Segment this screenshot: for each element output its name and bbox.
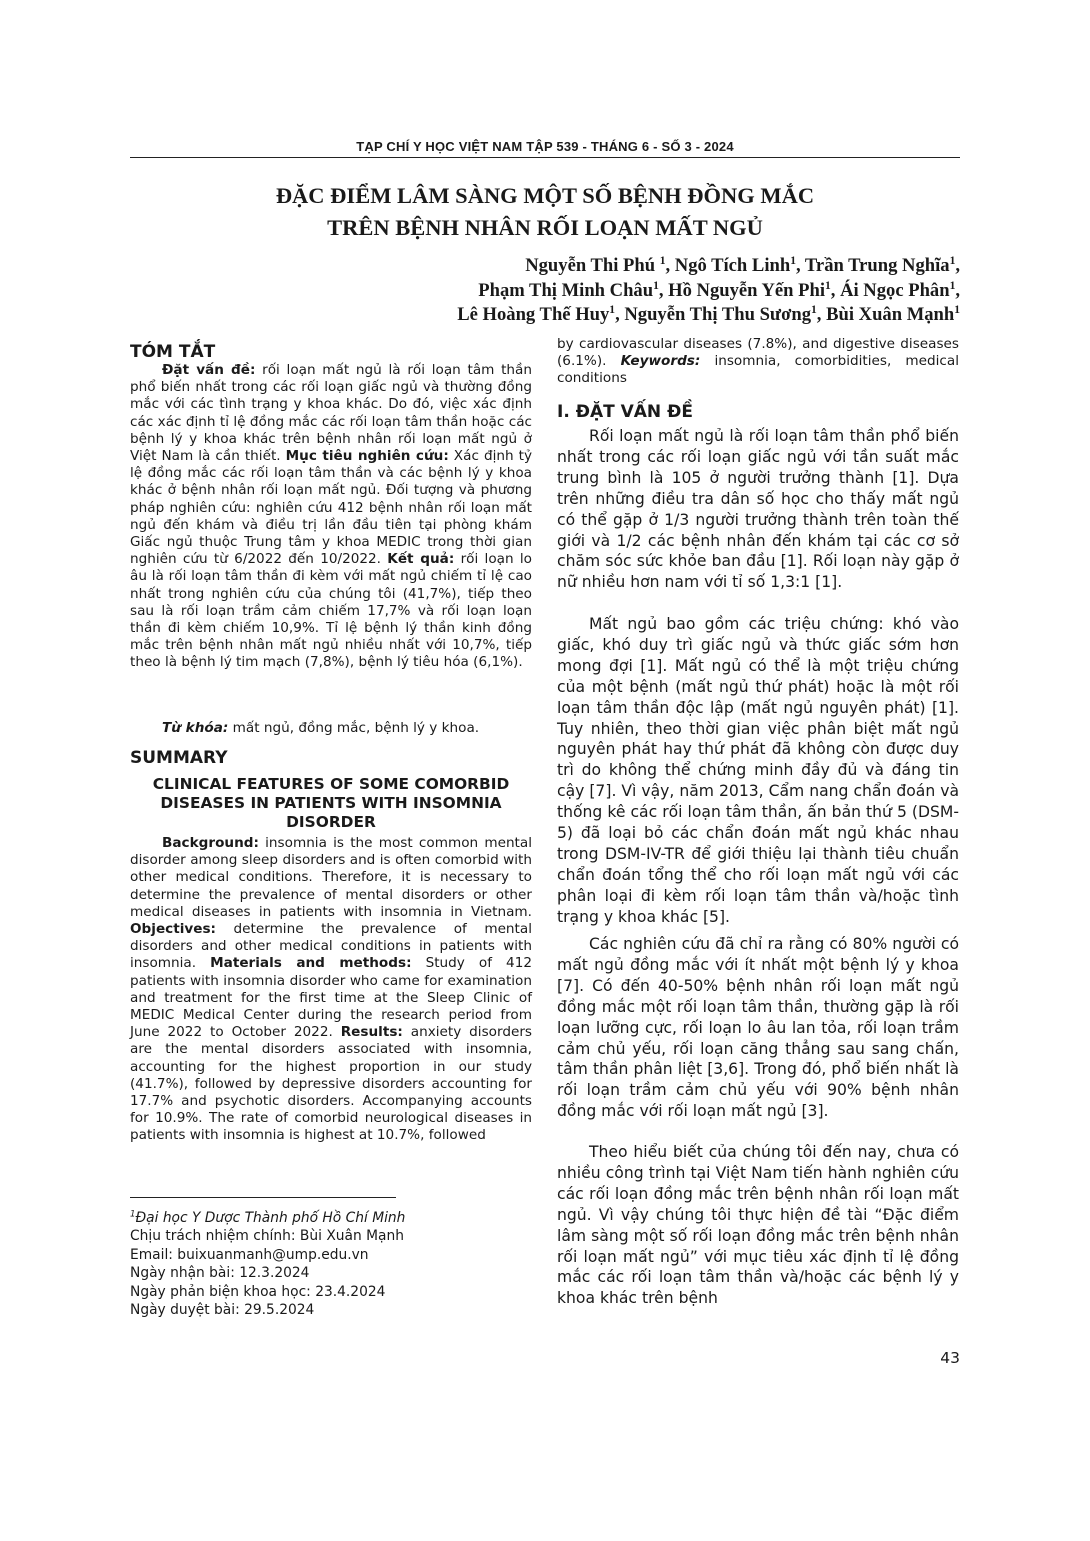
title-line: ĐẶC ĐIỂM LÂM SÀNG MỘT SỐ BỆNH ĐỒNG MẮC — [275, 183, 815, 208]
summary-body: determine the prevalence of mental disorders and other medical conditions in patients with insomnia. — [130, 921, 532, 972]
affiliation-mark: 1 — [790, 254, 796, 267]
summary-body: by cardiovascular diseases (7.8%), and digestive diseases (6.1%). — [557, 336, 959, 370]
author-name: , Ngô Tích Linh — [665, 255, 791, 276]
tom-tat-heading: TÓM TẮT — [130, 342, 216, 362]
author-separator: , — [955, 255, 960, 276]
affiliation-text: Đại học Y Dược Thành phố Hồ Chí Minh — [135, 1210, 406, 1226]
keywords-text: insomnia, comorbidities, medical conditions — [557, 353, 959, 387]
author-name: , Ái Ngọc Phân — [830, 279, 950, 301]
section-1-paragraph: Theo hiểu biết của chúng tôi đến nay, chưa có nhiều công trình tại Việt Nam tiến hành nghiên cứu các rối loạn đồng mắc trên bệnh nhân rối loạn mất ngủ. Vì vậy chúng tôi thực hiện đề tài “Đặc điểm lâm sàng một số rối loạn đồng mắc trên bệnh nhân rối loạn mất ngủ” với mục tiêu xác định tỉ lệ đồng mắc các rối loạn tâm thần và/hoặc các bệnh lý y khoa khác trên bệnh — [557, 1143, 959, 1308]
footnotes — [130, 1209, 532, 1319]
section-1-heading: I. ĐẶT VẤN ĐỀ — [557, 402, 693, 422]
english-title-line: DISEASES IN PATIENTS WITH INSOMNIA — [160, 794, 502, 812]
methods-label: Materials and methods: — [210, 955, 412, 972]
background-label: Background: — [162, 835, 259, 851]
author-name: Nguyễn Thi Phú — [525, 255, 660, 276]
keywords-label: Keywords: — [620, 353, 701, 370]
footnote-reviewed: Ngày phản biện khoa học: 23.4.2024 — [130, 1283, 386, 1300]
footnote-accepted: Ngày duyệt bài: 29.5.2024 — [130, 1302, 315, 1319]
journal-header: TẠP CHÍ Y HỌC VIỆT NAM TẬP 539 - THÁNG 6 - SỐ 3 - 2024 — [356, 139, 734, 154]
summary-body: Study of 412 patients with insomnia disorder who came for examination and treatment for the first time at the Sleep Clinic of MEDIC Medical Center during the research period from June 2022 to October 2022. — [130, 955, 532, 1041]
affiliation-mark: 1 — [949, 254, 956, 267]
author-list — [130, 254, 960, 328]
results-label: Results: — [340, 1024, 403, 1041]
english-title-line: DISORDER — [286, 813, 376, 831]
affiliation-mark: 1 — [130, 1209, 136, 1220]
muc-tieu-label: Mục tiêu nghiên cứu: — [285, 448, 449, 465]
author-name: , Bùi Xuân Mạnh — [816, 304, 955, 325]
tom-tat-text — [130, 362, 532, 672]
author-line — [130, 279, 960, 304]
author-name: , Nguyễn Thị Thu Sương — [615, 304, 812, 325]
tu-khoa-line — [130, 720, 532, 737]
affiliation-mark: 1 — [609, 303, 616, 316]
english-title — [130, 775, 532, 832]
affiliation-mark: 1 — [949, 279, 956, 292]
section-1-paragraph: Các nghiên cứu đã chỉ ra rằng có 80% người có mất ngủ đồng mắc với ít nhất một bệnh lý y khoa [7]. Có đến 40-50% bệnh nhân rối loạn mất ngủ đồng mắc một rối loạn tâm thần, thường gặp là rối loạn lưỡng cực, rối loạn lo âu lan tỏa, rối loạn trầm cảm chủ yếu, rối loạn căng thẳng sau sang chấn, tâm thần phân liệt [3,6]. Trong đó, phổ biến nhất là rối loạn trầm cảm chủ yếu với 90% bệnh nhân đồng mắc với rối loạn mất ngủ [3]. — [557, 935, 959, 1121]
footnote-email: Email: buixuanmanh@ump.edu.vn — [130, 1246, 369, 1263]
footnote-rule — [130, 1197, 396, 1198]
summary-body: anxiety disorders are the mental disorders associated with insomnia, accounting for the highest proportion in our study (41.7%), followed by depressive disorders accounting for 17.7% and psychotic disorders. Accompanying accounts for 10.9%. The rate of comorbid neurological diseases in patients with insomnia is highest at 10.7%, followed — [130, 1024, 532, 1144]
tu-khoa-text: mất ngủ, đồng mắc, bệnh lý y khoa. — [228, 720, 480, 736]
affiliation-mark: 1 — [653, 279, 659, 292]
summary-continued — [557, 336, 959, 388]
footnote-affiliation — [130, 1209, 532, 1227]
section-1-paragraph: Mất ngủ bao gồm các triệu chứng: khó vào giấc, khó duy trì giấc ngủ và thức giấc sớm hơn mong đợi [1]. Mất ngủ có thể là một triệu chứng của một bệnh (mất ngủ thứ phát) hoặc là một rối loạn tâm thần độc lập (mất ngủ nguyên phát) [1]. Tuy nhiên, theo thời gian việc phân biệt mất ngủ nguyên phát hay thứ phát đã không còn được duy trì do không thể chứng minh đầy đủ và đáng tin cậy [7]. Vì vậy, năm 2013, Cẩm nang chẩn đoán và thống kê các rối loạn tâm thần, ấn bản thứ 5 (DSM-5) đã loại bỏ các chẩn đoán mất ngủ khác nhau trong DSM-IV-TR để giới thiệu lại thành tiêu chuẩn chẩn đoán tổng thể cho rối loạn mất ngủ với các phân loại đi kèm rối loạn tâm thần và/hoặc tình trạng y khoa khác [5]. — [557, 615, 959, 926]
author-line — [130, 303, 960, 328]
author-name: Lê Hoàng Thế Huy — [457, 304, 610, 325]
article-title — [130, 180, 960, 244]
ket-qua-label: Kết quả: — [387, 551, 455, 568]
tu-khoa-label: Từ khóa: — [162, 720, 229, 736]
footnote-received: Ngày nhận bài: 12.3.2024 — [130, 1265, 310, 1282]
author-name: , Hồ Nguyễn Yến Phi — [658, 279, 825, 301]
affiliation-mark: 1 — [954, 303, 960, 316]
header-rule — [130, 157, 960, 158]
affiliation-mark: 1 — [825, 279, 831, 292]
english-title-line: CLINICAL FEATURES OF SOME COMORBID — [152, 775, 510, 793]
page-number: 43 — [940, 1349, 960, 1367]
summary-body: insomnia is the most common mental disorder among sleep disorders and is often comorbid with other medical conditions. Therefore, it is necessary to determine the prevalence of mental disorders or other medical diseases in patients with insomnia in Vietnam. — [130, 835, 532, 920]
dat-van-de-label: Đặt vấn đề: — [162, 362, 256, 378]
footnote-responsible: Chịu trách nhiệm chính: Bùi Xuân Mạnh — [130, 1228, 404, 1245]
abstract-text: rối loạn lo âu là rối loạn tâm thần đi kèm với mất ngủ chiếm tỉ lệ cao nhất trong nghiên cứu của chúng tôi (41,7%), tiếp theo sau là rối loạn trầm cảm chiếm 17,7% và rối loạn loạn thần đi kèm chiếm 10,9%. Tỉ lệ bệnh lý thần kinh đồng mắc trên bệnh nhân mất ngủ nhiều nhất với 10,7%, tiếp theo là bệnh lý tim mạch (7,8%), bệnh lý tiêu hóa (6,1%). — [130, 551, 532, 671]
author-line — [130, 254, 960, 279]
author-name: , Trần Trung Nghĩa — [795, 255, 950, 276]
section-1-paragraph: Rối loạn mất ngủ là rối loạn tâm thần phổ biến nhất trong các rối loạn giấc ngủ với tần suất mắc trung bình là 105 ở người trưởng thành [1]. Dựa trên những điều tra dân số học cho thấy mất ngủ có thể gặp ở 1/3 người trưởng thành trên toàn thế giới và 1/2 các bệnh nhân đến khám tại các cơ sở chăm sóc sức khỏe ban đầu [1]. Rối loạn này gặp ở nữ nhiều hơn nam với tỉ số 1,3:1 [1]. — [557, 427, 959, 592]
summary-text — [130, 835, 532, 1145]
summary-heading: SUMMARY — [130, 748, 228, 768]
affiliation-mark: 1 — [659, 254, 666, 267]
author-name: Phạm Thị Minh Châu — [478, 279, 654, 301]
abstract-text: Xác định tỷ lệ đồng mắc các rối loạn tâm thần và các bệnh lý y khoa khác ở bệnh nhân rối loạn mất ngủ. Đối tượng và phương pháp nghiên cứu: nghiên cứu 412 bệnh nhân rối loạn mất ngủ đến khám và điều trị lần đầu tiên tại phòng khám Giấc ngủ thuộc Trung tâm y khoa MEDIC trong thời gian nghiên cứu từ 6/2022 đến 10/2022. — [130, 448, 532, 568]
abstract-text: rối loạn mất ngủ là rối loạn tâm thần phổ biến nhất trong các rối loạn giấc ngủ và thường đồng mắc với các tình trạng y khoa khác. Do đó, việc xác định các xác định tỉ lệ đồng mắc các rối loạn tâm thần hoặc các bệnh lý y khoa khác trên bệnh nhân rối loạn mất ngủ ở Việt Nam là cần thiết. — [130, 362, 532, 465]
affiliation-mark: 1 — [811, 303, 817, 316]
title-line: TRÊN BỆNH NHÂN RỐI LOẠN MẤT NGỦ — [327, 215, 763, 240]
author-separator: , — [955, 279, 960, 301]
objectives-label: Objectives: — [130, 921, 216, 938]
